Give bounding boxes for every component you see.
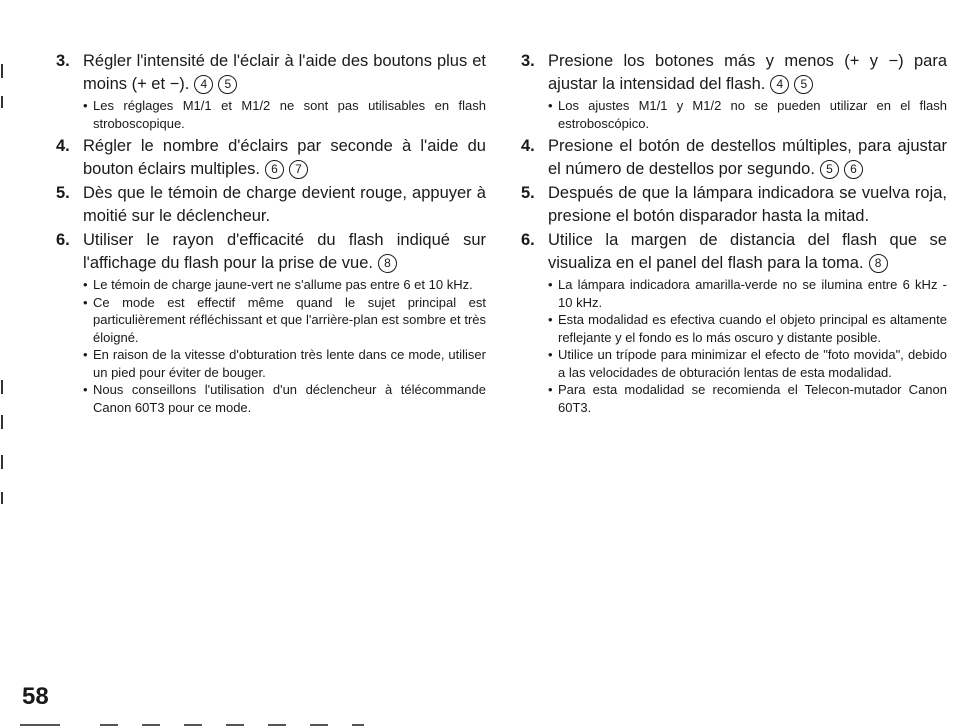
- step-number: 4.: [56, 137, 70, 155]
- step-4-fr: [56, 135, 486, 181]
- ref-number-icon: 6: [844, 160, 863, 179]
- note-list: [83, 276, 486, 416]
- ref-number-icon: 8: [869, 254, 888, 273]
- step-number: 5.: [521, 184, 535, 202]
- note-item: • Les réglages M1/1 et M1/2 ne sont pas utilisables en flash stroboscopique.: [83, 97, 486, 132]
- step-text: Presione el botón de destellos múltiples, para ajustar el número de destellos por segundo.: [548, 137, 947, 178]
- ref-number-icon: 4: [770, 75, 789, 94]
- scan-margin-marks: [0, 0, 6, 728]
- step-3-es: [521, 50, 947, 96]
- step-number: 6.: [521, 231, 535, 249]
- ref-number-icon: 7: [289, 160, 308, 179]
- step-text: Régler l'intensité de l'éclair à l'aide des boutons plus et moins (+ et −).: [83, 52, 486, 93]
- step-number: 3.: [521, 52, 535, 70]
- step-text: Dès que le témoin de charge devient rouge, appuyer à moitié sur le déclencheur.: [83, 184, 486, 225]
- step-number: 4.: [521, 137, 535, 155]
- step-text: Presione los botones más y menos (+ y −) para ajustar la intensidad del flash.: [548, 52, 947, 93]
- step-5-fr: [56, 182, 486, 228]
- ref-number-icon: 5: [820, 160, 839, 179]
- ref-number-icon: 6: [265, 160, 284, 179]
- note-list: [548, 97, 947, 132]
- french-column: [56, 50, 486, 419]
- step-text: Después de que la lámpara indicadora se vuelva roja, presione el botón disparador hasta la mitad.: [548, 184, 947, 225]
- spanish-column: [521, 50, 947, 419]
- scan-bottom-edge: [0, 720, 954, 728]
- note-item: • Le témoin de charge jaune-vert ne s'allume pas entre 6 et 10 kHz.: [83, 276, 486, 294]
- step-number: 6.: [56, 231, 70, 249]
- step-number: 5.: [56, 184, 70, 202]
- ref-number-icon: 5: [218, 75, 237, 94]
- step-3-fr: [56, 50, 486, 96]
- note-list: [548, 276, 947, 416]
- note-item: • Los ajustes M1/1 y M1/2 no se pueden utilizar en el flash estroboscópico.: [548, 97, 947, 132]
- ref-number-icon: 5: [794, 75, 813, 94]
- step-6-es: [521, 229, 947, 275]
- note-item: • En raison de la vitesse d'obturation très lente dans ce mode, utiliser un pied pour éviter de bouger.: [83, 346, 486, 381]
- step-text: Régler le nombre d'éclairs par seconde à l'aide du bouton éclairs multiples.: [83, 137, 486, 178]
- step-text: Utiliser le rayon d'efficacité du flash indiqué sur l'affichage du flash pour la prise de vue.: [83, 231, 486, 272]
- note-item: • La lámpara indicadora amarilla-verde no se ilumina entre 6 kHz - 10 kHz.: [548, 276, 947, 311]
- step-number: 3.: [56, 52, 70, 70]
- note-item: • Esta modalidad es efectiva cuando el objeto principal es altamente reflejante y el fondo es lo más oscuro y distante posible.: [548, 311, 947, 346]
- page-number: 58: [22, 683, 49, 710]
- ref-number-icon: 8: [378, 254, 397, 273]
- step-5-es: [521, 182, 947, 228]
- note-item: • Ce mode est effectif même quand le sujet principal est particulièrement réfléchissant et que l'arrière-plan est sombre et très éloigné.: [83, 294, 486, 347]
- note-item: • Para esta modalidad se recomienda el Telecon-mutador Canon 60T3.: [548, 381, 947, 416]
- note-list: [83, 97, 486, 132]
- step-4-es: [521, 135, 947, 181]
- note-item: • Nous conseillons l'utilisation d'un déclencheur à télécommande Canon 60T3 pour ce mode.: [83, 381, 486, 416]
- note-item: • Utilice un trípode para minimizar el efecto de "foto movida", debido a las velocidades de obturación lentas de esta modalidad.: [548, 346, 947, 381]
- step-text: Utilice la margen de distancia del flash que se visualiza en el panel del flash para la toma.: [548, 231, 947, 272]
- ref-number-icon: 4: [194, 75, 213, 94]
- step-6-fr: [56, 229, 486, 275]
